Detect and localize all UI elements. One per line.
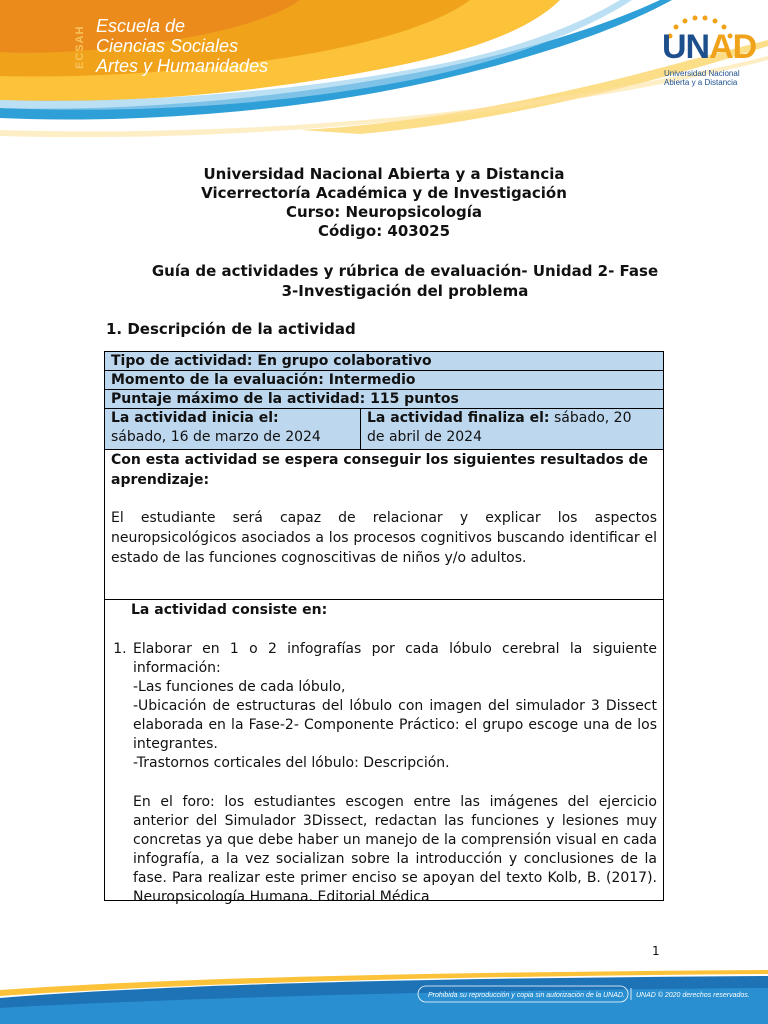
unad-ad: AD — [709, 28, 757, 66]
row-tipo: Tipo de actividad: En grupo colaborativo — [105, 352, 663, 371]
guide-title-line: Guía de actividades y rúbrica de evaluación- Unidad 2- Fase — [151, 262, 659, 280]
row-puntaje: Puntaje máximo de la actividad: 115 puntos — [105, 390, 663, 409]
row-dates — [105, 409, 663, 450]
guide-title-line: 3-Investigación del problema — [281, 282, 529, 300]
footer-banner — [0, 968, 768, 1024]
activity-item — [131, 640, 657, 907]
outcomes-text: El estudiante será capaz de relacionar y explicar los aspectos neuropsicológicos asociados a los procesos cognitivos buscando identificar el estado de las funciones cognoscitivas de niños y/o adultos. — [111, 510, 657, 566]
title-line: Universidad Nacional Abierta y a Distancia — [203, 165, 565, 183]
end-date-label: La actividad finaliza el: — [367, 410, 550, 426]
document-title — [0, 165, 768, 241]
start-date-label: La actividad inicia el: — [111, 410, 279, 426]
section-heading: 1. Descripción de la actividad — [106, 320, 356, 338]
footer-rights: UNAD © 2020 derechos reservados. — [636, 992, 750, 999]
school-line: Ciencias Sociales — [96, 36, 239, 56]
end-date-value-cont: de abril de 2024 — [367, 429, 482, 445]
unad-sub-line: Universidad Nacional — [664, 69, 740, 78]
header-banner — [0, 0, 768, 150]
activity-description — [105, 600, 663, 905]
unad-sub-line: Abierta y a Distancia — [664, 78, 738, 87]
title-line: Curso: Neuropsicología — [285, 203, 483, 221]
unad-logo — [656, 14, 756, 94]
start-date-cell — [105, 409, 361, 449]
school-name — [96, 16, 268, 76]
end-date-value: sábado, 20 — [549, 410, 632, 426]
activity-line: -Ubicación de estructuras del lóbulo con imagen del simulador 3 Dissect elaborada en la Fase-2- Componente Práctico: el grupo escoge una de los integrantes. — [133, 698, 657, 752]
activity-line: -Trastornos corticales del lóbulo: Descripción. — [133, 755, 450, 771]
school-line: Escuela de — [96, 16, 186, 36]
unad-wordmark — [662, 28, 756, 67]
outcomes-title: Con esta actividad se espera conseguir los siguientes resultados de aprendizaje: — [111, 452, 649, 488]
school-line: Artes y Humanidades — [96, 56, 269, 76]
title-line: Código: 403025 — [317, 222, 451, 240]
start-date-value: sábado, 16 de marzo de 2024 — [111, 429, 321, 445]
activity-item-text: 1. Elaborar en 1 o 2 infografías por cada lóbulo cerebral la siguiente información: — [133, 641, 657, 676]
page-number: 1 — [652, 944, 660, 958]
learning-outcomes — [105, 450, 663, 600]
unad-subtitle — [664, 69, 740, 87]
title-line: Vicerrectoría Académica y de Investigación — [201, 184, 567, 202]
unad-un: UN — [662, 28, 710, 66]
footer-notice: Prohibida su reproducción y copia sin autorización de la UNAD. — [428, 992, 625, 999]
activity-paragraph: En el foro: los estudiantes escogen entre las imágenes del ejercicio anterior del Simulador 3Dissect, redactan las funciones y lesiones muy concretas ya que debe haber un manejo de la comprensión visual en cada infografía, a la vez socializan sobre la introducción y conclusiones de la fase. Para realizar este primer enciso se apoyan del texto Kolb, B. (2017). Neuropsicología Humana. Editorial Médica — [133, 794, 657, 905]
ecsah-badge: ECSAH — [74, 25, 86, 69]
row-momento: Momento de la evaluación: Intermedio — [105, 371, 663, 390]
activity-title: La actividad consiste en: — [131, 602, 328, 618]
end-date-cell — [361, 409, 663, 449]
activity-line: -Las funciones de cada lóbulo, — [133, 679, 346, 695]
activity-table — [104, 351, 664, 905]
guide-title — [120, 261, 690, 301]
